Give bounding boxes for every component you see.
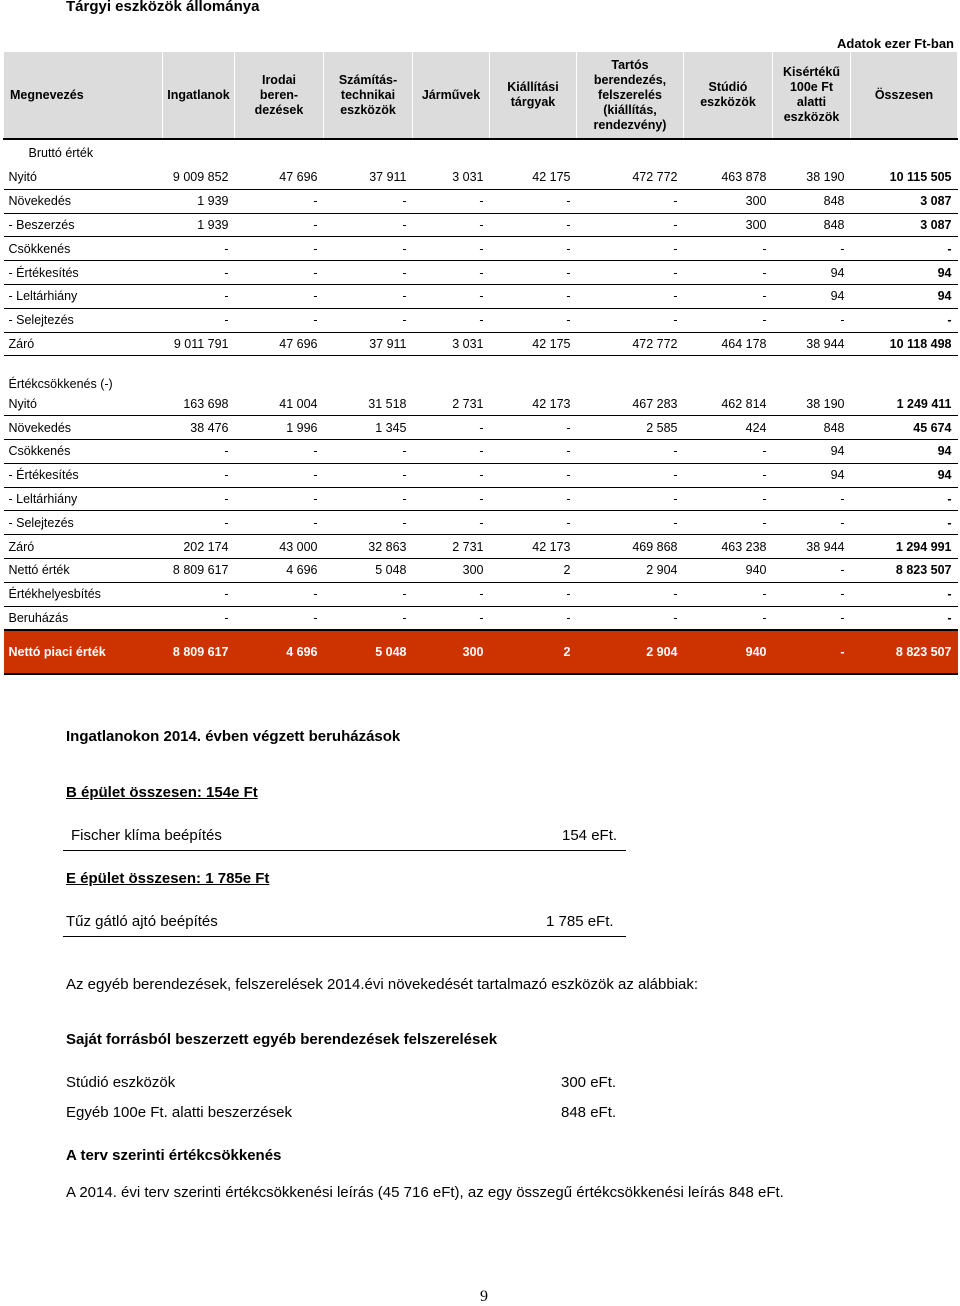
table-cell: - — [235, 487, 324, 511]
table-row — [4, 189, 958, 213]
table-cell: - — [851, 237, 958, 261]
table-cell: - — [413, 463, 490, 487]
table-cell: 38 944 — [773, 332, 851, 356]
row-label: Növekedés — [4, 416, 163, 440]
table-cell: - — [413, 416, 490, 440]
investments-heading: Ingatlanokon 2014. évben végzett beruházások — [66, 728, 401, 745]
table-cell: - — [490, 261, 577, 285]
column-header — [4, 52, 163, 139]
table-cell: - — [163, 463, 235, 487]
table-cell: 41 004 — [235, 392, 324, 415]
table-cell: 4 696 — [235, 630, 324, 674]
table-cell: 9 009 852 — [163, 166, 235, 189]
table-cell — [413, 356, 490, 393]
b-building-amount: 154 eFt. — [562, 827, 618, 844]
table-cell: - — [684, 237, 773, 261]
table-cell — [773, 139, 851, 166]
table-cell: - — [324, 213, 413, 237]
table-cell: 940 — [684, 558, 773, 582]
table-cell: 94 — [773, 261, 851, 285]
table-cell: 37 911 — [324, 332, 413, 356]
table-cell: - — [577, 511, 684, 535]
table-cell: 300 — [684, 189, 773, 213]
row-label: Záró — [4, 332, 163, 356]
row-label: - Értékesítés — [4, 463, 163, 487]
table-cell: 10 118 498 — [851, 332, 958, 356]
asset-table — [3, 52, 958, 675]
column-header-line: Kiállítási — [507, 80, 559, 94]
table-cell — [490, 139, 577, 166]
b-building-heading: B épület összesen: 154e Ft — [66, 784, 258, 801]
b-building-item: Fischer klíma beépítés — [71, 827, 222, 844]
column-header-line: eszközök — [340, 102, 396, 117]
table-cell: - — [324, 261, 413, 285]
row-label: - Értékesítés — [4, 261, 163, 285]
table-row — [4, 416, 958, 440]
table-header-row — [4, 52, 958, 139]
table-cell: 47 696 — [235, 166, 324, 189]
table-cell: - — [235, 582, 324, 606]
table-cell: 472 772 — [577, 332, 684, 356]
table-cell — [773, 356, 851, 393]
table-cell: - — [413, 261, 490, 285]
table-cell: - — [490, 213, 577, 237]
page-title: Tárgyi eszközök állománya — [66, 0, 260, 15]
row-label: - Leltárhiány — [4, 284, 163, 308]
table-cell: 1 294 991 — [851, 535, 958, 559]
column-header-line: Irodai — [261, 72, 297, 87]
table-cell: 1 249 411 — [851, 392, 958, 415]
table-cell: - — [163, 261, 235, 285]
table-cell: - — [577, 439, 684, 463]
table-cell: 94 — [851, 463, 958, 487]
table-cell: 463 878 — [684, 166, 773, 189]
table-cell: 300 — [684, 213, 773, 237]
table-row — [4, 606, 958, 630]
table-cell: 38 476 — [163, 416, 235, 440]
table-cell: - — [235, 308, 324, 332]
column-header-line: Kisértékű — [783, 65, 840, 79]
column-header-line: rendezvény) — [593, 117, 667, 132]
table-cell: 1 939 — [163, 213, 235, 237]
table-cell: 469 868 — [577, 535, 684, 559]
table-cell: 472 772 — [577, 166, 684, 189]
table-cell: - — [413, 582, 490, 606]
table-row — [4, 237, 958, 261]
table-cell: 5 048 — [324, 558, 413, 582]
table-cell: 3 087 — [851, 213, 958, 237]
table-row — [4, 166, 958, 189]
table-cell: - — [235, 463, 324, 487]
table-cell — [324, 356, 413, 393]
table-cell: - — [324, 463, 413, 487]
table-cell: - — [577, 213, 684, 237]
table-cell: 8 823 507 — [851, 558, 958, 582]
table-cell: - — [413, 439, 490, 463]
section-row — [4, 356, 958, 393]
table-cell: 43 000 — [235, 535, 324, 559]
table-cell: 4 696 — [235, 558, 324, 582]
row-label: - Leltárhiány — [4, 487, 163, 511]
table-cell: 94 — [851, 439, 958, 463]
table-cell: - — [490, 606, 577, 630]
depreciation-text: A 2014. évi terv szerinti értékcsökkenési leírás (45 716 eFt), az egy összegű értékcsökkenési leírás 848 eFt. — [66, 1184, 784, 1201]
table-cell: 202 174 — [163, 535, 235, 559]
table-cell: - — [163, 237, 235, 261]
column-header-line: eszközök — [783, 110, 840, 124]
column-header-line: felszerelés — [598, 87, 662, 102]
table-cell: 47 696 — [235, 332, 324, 356]
table-cell: - — [577, 582, 684, 606]
column-header-line: Járművek — [421, 87, 481, 102]
table-cell: - — [163, 487, 235, 511]
table-cell: 38 190 — [773, 392, 851, 415]
table-row — [4, 439, 958, 463]
table-cell: - — [235, 511, 324, 535]
own-funds-heading: Saját forrásból beszerzett egyéb berendezések felszerelések — [66, 1031, 498, 1048]
table-cell: - — [684, 487, 773, 511]
table-cell: 3 031 — [413, 332, 490, 356]
table-cell: - — [490, 284, 577, 308]
table-cell: - — [490, 487, 577, 511]
table-cell: 300 — [413, 630, 490, 674]
table-cell: - — [684, 463, 773, 487]
table-cell: 3 031 — [413, 166, 490, 189]
table-cell: - — [324, 606, 413, 630]
table-cell: 1 939 — [163, 189, 235, 213]
table-cell: - — [684, 308, 773, 332]
row-label: Csökkenés — [4, 439, 163, 463]
table-cell: - — [490, 416, 577, 440]
table-cell — [490, 356, 577, 393]
depreciation-heading: A terv szerinti értékcsökkenés — [66, 1147, 282, 1164]
table-cell: - — [490, 511, 577, 535]
table-cell: - — [235, 606, 324, 630]
e-building-rule — [63, 936, 626, 937]
row-label: - Beszerzés — [4, 213, 163, 237]
row-label: Növekedés — [4, 189, 163, 213]
table-cell — [413, 139, 490, 166]
row-label: Beruházás — [4, 606, 163, 630]
table-cell: - — [851, 511, 958, 535]
table-cell: - — [490, 189, 577, 213]
table-cell: 3 087 — [851, 189, 958, 213]
table-cell: 94 — [851, 261, 958, 285]
table-cell: - — [324, 582, 413, 606]
row-label: Értékcsökkenés (-) — [8, 377, 113, 392]
table-cell: - — [163, 511, 235, 535]
table-cell: 45 674 — [851, 416, 958, 440]
table-cell: 42 175 — [490, 332, 577, 356]
table-cell: - — [324, 189, 413, 213]
row-label: Záró — [4, 535, 163, 559]
table-cell: - — [851, 582, 958, 606]
column-header-line: technikai — [340, 87, 396, 102]
own-funds-item-label: Stúdió eszközök — [66, 1074, 176, 1091]
table-cell: - — [235, 261, 324, 285]
table-cell: 8 809 617 — [163, 630, 235, 674]
table-cell: - — [324, 487, 413, 511]
table-cell: - — [413, 213, 490, 237]
table-row — [4, 308, 958, 332]
table-cell: - — [413, 606, 490, 630]
row-label: Csökkenés — [4, 237, 163, 261]
table-cell: 94 — [851, 284, 958, 308]
table-row — [4, 332, 958, 356]
table-row — [4, 261, 958, 285]
table-cell: 5 048 — [324, 630, 413, 674]
b-building-rule — [63, 850, 626, 851]
column-header — [684, 52, 773, 139]
table-cell: - — [490, 308, 577, 332]
table-cell: - — [773, 308, 851, 332]
table-cell: - — [413, 284, 490, 308]
table-cell — [684, 139, 773, 166]
table-cell: - — [851, 606, 958, 630]
table-cell: 10 115 505 — [851, 166, 958, 189]
column-header — [413, 52, 490, 139]
other-equipment-intro: Az egyéb berendezések, felszerelések 2014.évi növekedését tartalmazó eszközök az alábbiak: — [66, 976, 699, 993]
table-cell: 424 — [684, 416, 773, 440]
table-cell: 848 — [773, 189, 851, 213]
table-cell: - — [773, 558, 851, 582]
table-row — [4, 582, 958, 606]
table-cell: 94 — [773, 439, 851, 463]
table-cell: - — [163, 582, 235, 606]
row-label: Nyitó — [4, 166, 163, 189]
column-header — [851, 52, 958, 139]
table-cell: - — [324, 511, 413, 535]
column-header-line: 100e Ft — [789, 80, 834, 94]
table-cell: - — [684, 261, 773, 285]
table-row — [4, 558, 958, 582]
table-cell: 300 — [413, 558, 490, 582]
table-cell: 32 863 — [324, 535, 413, 559]
table-cell: 94 — [773, 463, 851, 487]
table-cell: 38 944 — [773, 535, 851, 559]
table-cell: 163 698 — [163, 392, 235, 415]
table-cell: 2 731 — [413, 535, 490, 559]
table-cell: - — [684, 439, 773, 463]
column-header-line: Számítás- — [338, 72, 398, 87]
table-cell: - — [577, 606, 684, 630]
table-cell: 2 731 — [413, 392, 490, 415]
table-cell: - — [773, 511, 851, 535]
table-cell: - — [851, 308, 958, 332]
table-cell: 1 345 — [324, 416, 413, 440]
column-header-line: Összesen — [874, 87, 934, 102]
table-cell — [577, 139, 684, 166]
table-cell: - — [324, 308, 413, 332]
table-cell: 848 — [773, 213, 851, 237]
table-cell: - — [577, 308, 684, 332]
units-note: Adatok ezer Ft-ban — [836, 36, 954, 51]
table-cell — [324, 139, 413, 166]
column-header-line: eszközök — [700, 95, 756, 109]
table-cell — [163, 356, 235, 393]
table-cell: 2 — [490, 630, 577, 674]
table-body — [4, 139, 958, 674]
table-row — [4, 511, 958, 535]
column-header — [324, 52, 413, 139]
table-cell — [851, 356, 958, 393]
table-cell: 2 904 — [577, 630, 684, 674]
column-header-line: Megnevezés — [10, 87, 84, 102]
table-cell: 8 809 617 — [163, 558, 235, 582]
table-cell: - — [413, 487, 490, 511]
table-cell: - — [577, 261, 684, 285]
table-cell: - — [490, 439, 577, 463]
column-header-line: beren- — [259, 87, 299, 102]
table-cell: - — [851, 487, 958, 511]
table-cell: 848 — [773, 416, 851, 440]
column-header-line: tárgyak — [510, 95, 556, 109]
table-cell: - — [490, 237, 577, 261]
table-cell: - — [413, 237, 490, 261]
table-cell: 8 823 507 — [851, 630, 958, 674]
table-cell: - — [235, 284, 324, 308]
table-cell: - — [235, 439, 324, 463]
table-row — [4, 284, 958, 308]
table-cell: - — [773, 237, 851, 261]
row-label: Nettó érték — [4, 558, 163, 582]
row-label: Nettó piaci érték — [4, 630, 163, 674]
row-label: Nyitó — [4, 392, 163, 415]
table-cell: - — [577, 237, 684, 261]
table-cell: 38 190 — [773, 166, 851, 189]
table-cell: - — [163, 284, 235, 308]
column-header-line: (kiállítás, — [603, 102, 657, 117]
table-cell: - — [413, 189, 490, 213]
column-header-line: Ingatlanok — [167, 87, 230, 102]
table-cell: - — [490, 582, 577, 606]
table-cell: - — [773, 487, 851, 511]
table-cell: - — [577, 284, 684, 308]
table-cell — [684, 356, 773, 393]
page-number: 9 — [480, 1288, 488, 1305]
table-cell: - — [773, 630, 851, 674]
column-header — [773, 52, 851, 139]
table-cell: 2 585 — [577, 416, 684, 440]
table-cell: 1 996 — [235, 416, 324, 440]
table-cell: 2 — [490, 558, 577, 582]
table-cell: - — [577, 487, 684, 511]
table-cell: - — [235, 237, 324, 261]
row-label: Értékhelyesbítés — [4, 582, 163, 606]
table-cell: 463 238 — [684, 535, 773, 559]
row-label: - Selejtezés — [4, 511, 163, 535]
total-row — [4, 630, 958, 674]
table-cell: 37 911 — [324, 166, 413, 189]
table-cell: - — [413, 308, 490, 332]
e-building-heading: E épület összesen: 1 785e Ft — [66, 870, 270, 887]
column-header-line: dezések — [254, 102, 304, 117]
table-cell: 940 — [684, 630, 773, 674]
table-cell: - — [577, 189, 684, 213]
section-row — [4, 139, 958, 166]
table-row — [4, 213, 958, 237]
table-cell: - — [490, 463, 577, 487]
table-cell: - — [324, 237, 413, 261]
column-header-line: Tartós — [611, 57, 649, 72]
row-label: - Selejtezés — [4, 308, 163, 332]
table-cell: 462 814 — [684, 392, 773, 415]
table-cell: - — [235, 189, 324, 213]
table-cell — [577, 356, 684, 393]
table-row — [4, 392, 958, 415]
table-cell: - — [163, 308, 235, 332]
e-building-item: Tűz gátló ajtó beépítés — [66, 913, 218, 930]
table-cell — [235, 356, 324, 393]
own-funds-item-amount: 848 eFt. — [561, 1104, 617, 1121]
table-cell: - — [163, 439, 235, 463]
table-cell: 94 — [773, 284, 851, 308]
table-cell — [851, 139, 958, 166]
table-cell: - — [413, 511, 490, 535]
table-cell: 31 518 — [324, 392, 413, 415]
table-cell: - — [773, 582, 851, 606]
table-cell: 2 904 — [577, 558, 684, 582]
table-cell: 42 173 — [490, 392, 577, 415]
table-cell: 464 178 — [684, 332, 773, 356]
table-cell — [235, 139, 324, 166]
table-cell: - — [235, 213, 324, 237]
own-funds-item-amount: 300 eFt. — [561, 1074, 617, 1091]
table-cell: - — [684, 511, 773, 535]
e-building-amount: 1 785 eFt. — [546, 913, 614, 930]
table-row — [4, 487, 958, 511]
table-cell: - — [163, 606, 235, 630]
column-header — [163, 52, 235, 139]
column-header — [577, 52, 684, 139]
table-row — [4, 463, 958, 487]
column-header-line: alatti — [796, 95, 827, 109]
column-header-line: berendezés, — [593, 72, 667, 87]
table-cell — [163, 139, 235, 166]
table-cell: - — [324, 439, 413, 463]
column-header — [235, 52, 324, 139]
own-funds-item-label: Egyéb 100e Ft. alatti beszerzések — [66, 1104, 292, 1121]
column-header-line: Stúdió — [708, 80, 748, 94]
table-cell: 467 283 — [577, 392, 684, 415]
table-cell: - — [324, 284, 413, 308]
table-cell: - — [684, 606, 773, 630]
table-cell: - — [773, 606, 851, 630]
table-cell: 42 173 — [490, 535, 577, 559]
table-cell: 9 011 791 — [163, 332, 235, 356]
row-label: Bruttó érték — [28, 146, 94, 160]
table-cell: - — [684, 284, 773, 308]
column-header — [490, 52, 577, 139]
table-row — [4, 535, 958, 559]
table-cell: 42 175 — [490, 166, 577, 189]
table-cell: - — [684, 582, 773, 606]
table-cell: - — [577, 463, 684, 487]
